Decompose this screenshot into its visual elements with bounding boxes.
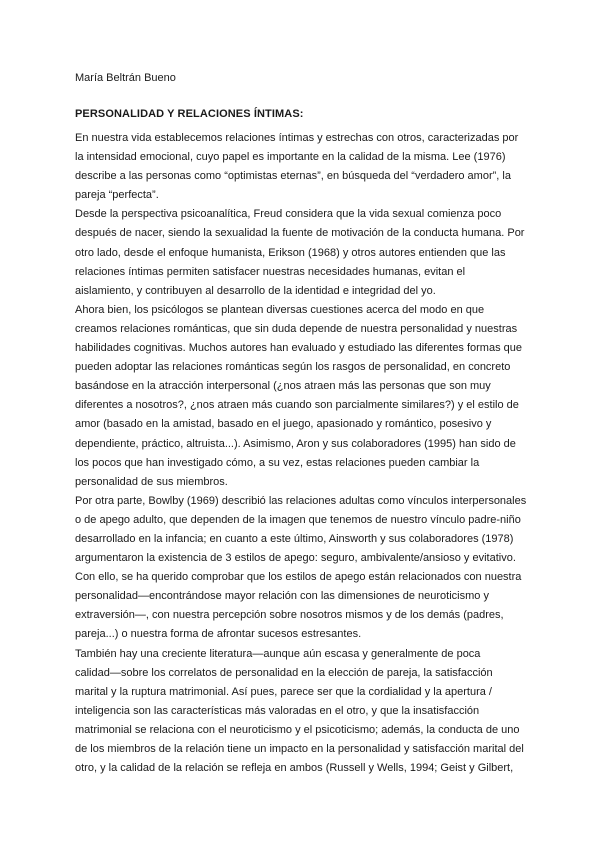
section-heading: PERSONALIDAD Y RELACIONES ÍNTIMAS: bbox=[75, 108, 304, 120]
body-line: dependiente, práctico, altruista...). Asimismo, Aron y sus colaboradores (1995) han sido de bbox=[75, 437, 516, 450]
body-line: describe a las personas como “optimistas eternas”, en búsqueda del “verdadero amor”, la bbox=[75, 170, 511, 183]
body-line: marital y la ruptura matrimonial. Así pues, parece ser que la cordialidad y la apertura / bbox=[75, 685, 492, 698]
body-line: después de nacer, siendo la sexualidad la fuente de motivación de la conducta humana. Por bbox=[75, 227, 525, 240]
body-line: habilidades cognitivas. Muchos autores han evaluado y estudiado las diferentes formas que bbox=[75, 342, 522, 355]
body-line: calidad—sobre los correlatos de personalidad en la elección de pareja, la satisfacción bbox=[75, 666, 493, 679]
body-line: personalidad—encontrándose mayor relación con las dimensiones de neuroticismo y bbox=[75, 590, 489, 603]
body-line: pareja “perfecta”. bbox=[75, 189, 159, 202]
body-line: matrimonial se relaciona con el neuroticismo y el psicoticismo; además, la conducta de uno bbox=[75, 723, 520, 736]
body-line: inteligencia son las características más valoradas en el otro, y que la insatisfacción bbox=[75, 704, 480, 717]
author-name: María Beltrán Bueno bbox=[75, 72, 176, 84]
body-line: amor (basado en la amistad, basado en el juego, apasionado y romántico, posesivo y bbox=[75, 418, 492, 431]
body-line: basándose en la atracción interpersonal (¿nos atraen más las personas que son muy bbox=[75, 380, 491, 393]
body-line: En nuestra vida establecemos relaciones íntimas y estrechas con otros, caracterizadas por bbox=[75, 132, 519, 144]
body-line: Desde la perspectiva psicoanalítica, Freud considera que la vida sexual comienza poco bbox=[75, 208, 502, 221]
body-line: pareja...) o nuestra forma de afrontar sucesos estresantes. bbox=[75, 628, 362, 641]
body-line: También hay una creciente literatura—aunque aún escasa y generalmente de poca bbox=[75, 647, 481, 660]
body-line: personalidad de sus miembros. bbox=[75, 475, 228, 488]
body-line: creamos relaciones románticas, que sin duda depende de nuestra personalidad y nuestras bbox=[75, 322, 518, 335]
body-line: relaciones íntimas permiten satisfacer nuestras necesidades humanas, evitan el bbox=[75, 265, 466, 278]
body-line: diferentes a nosotros?, ¿nos atraen más cuando son parcialmente similares?) y el estilo de bbox=[75, 399, 519, 412]
body-line: o de apego adulto, que dependen de la imagen que tenemos de nuestro vínculo padre-niño bbox=[75, 513, 521, 526]
body-line: la intensidad emocional, cuyo papel es importante en la calidad de la misma. Lee (1976) bbox=[75, 151, 506, 164]
body-line: los pocos que han investigado cómo, a su vez, estas relaciones pueden cambiar la bbox=[75, 456, 480, 469]
body-line: desarrollado en la infancia; en cuanto a este último, Ainsworth y sus colaboradores (1978) bbox=[75, 532, 514, 545]
body-line: Por otra parte, Bowlby (1969) describió las relaciones adultas como vínculos interpersonales bbox=[75, 494, 527, 507]
body-line: extraversión—, con nuestra percepción sobre nosotros mismos y de los demás (padres, bbox=[75, 609, 504, 622]
body-line: pueden adoptar las relaciones románticas según los rasgos de personalidad, en concreto bbox=[75, 361, 511, 374]
body-text bbox=[75, 129, 535, 778]
body-line: aislamiento, y contribuyen al desarrollo de la identidad e integridad del yo. bbox=[75, 284, 436, 297]
body-line: Ahora bien, los psicólogos se plantean diversas cuestiones acerca del modo en que bbox=[75, 303, 485, 316]
body-line: Con ello, se ha querido comprobar que los estilos de apego están relacionados con nuestra bbox=[75, 571, 522, 584]
body-line: de los miembros de la relación tiene un impacto en la personalidad y satisfacción marital del bbox=[75, 743, 524, 755]
body-line: otro lado, desde el enfoque humanista, Erikson (1968) y otros autores entienden que las bbox=[75, 246, 506, 259]
body-line: argumentaron la existencia de 3 estilos de apego: seguro, ambivalente/ansioso y evitativo. bbox=[75, 552, 516, 565]
body-line: otro, y la calidad de la relación se refleja en ambos (Russell y Wells, 1994; Geist y Gilbert, bbox=[75, 762, 514, 775]
